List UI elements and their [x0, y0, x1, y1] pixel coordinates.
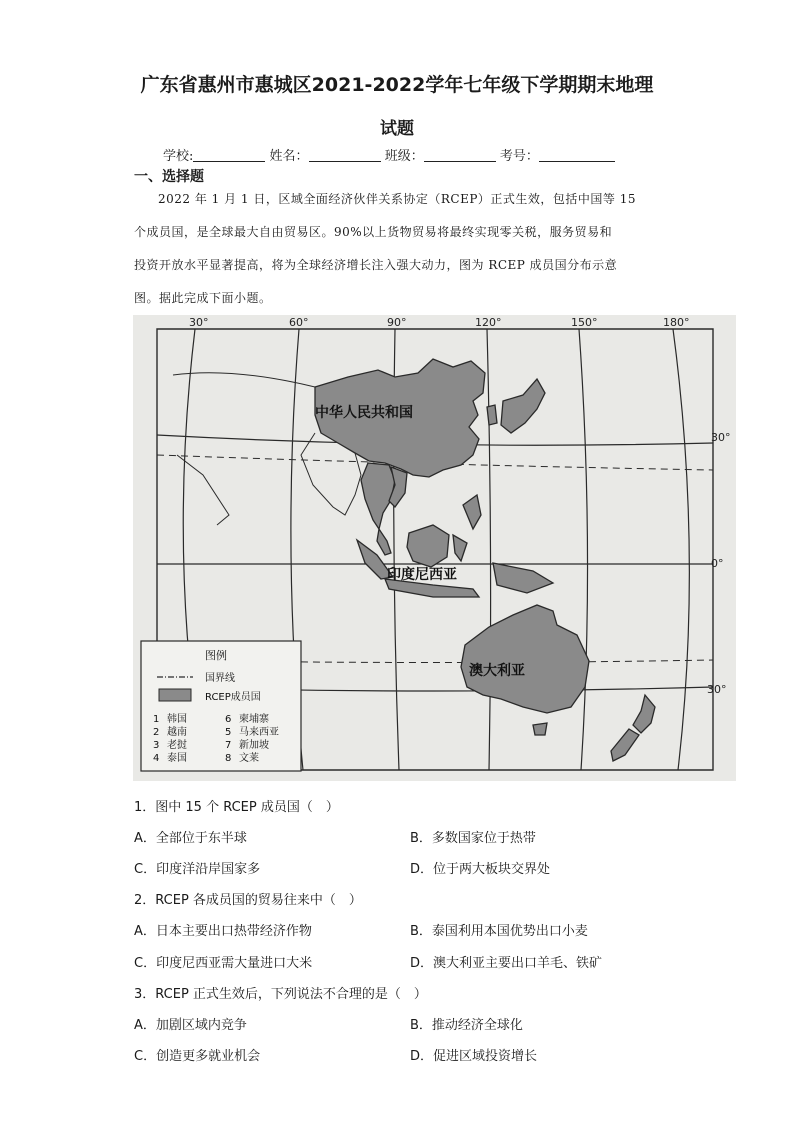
number-field[interactable]	[539, 148, 615, 162]
tasmania-shape	[533, 723, 547, 735]
question-1-stem: 1．图中 15 个 RCEP 成员国（ ）	[134, 800, 339, 815]
label-indonesia: 印度尼西亚	[387, 567, 457, 583]
map-legend	[141, 641, 301, 771]
question-3-option-c[interactable]: C．创造更多就业机会	[134, 1049, 261, 1064]
lon-label: 120°	[475, 316, 502, 329]
intro-paragraph	[134, 183, 664, 315]
legend-key-num: 6	[225, 714, 232, 725]
school-label: 学校:	[163, 149, 194, 164]
question-3-option-a[interactable]: A．加剧区域内竞争	[134, 1018, 247, 1033]
question-2-stem: 2．RCEP 各成员国的贸易往来中（ ）	[134, 893, 362, 908]
question-2-option-a[interactable]: A．日本主要出口热带经济作物	[134, 924, 312, 939]
legend-key-name: 越南	[167, 727, 187, 738]
student-info-row	[163, 145, 615, 164]
class-label: 班级：	[384, 149, 424, 164]
lat-label: 30°	[711, 431, 731, 444]
lon-label: 60°	[289, 316, 309, 329]
question-1-option-b[interactable]: B．多数国家位于热带	[410, 831, 536, 846]
name-label: 姓名：	[269, 149, 309, 164]
label-australia: 澳大利亚	[469, 663, 525, 679]
legend-key-num: 1	[153, 714, 160, 725]
korea-shape	[487, 405, 497, 425]
school-field[interactable]	[193, 148, 265, 162]
legend-key-name: 泰国	[167, 753, 187, 764]
legend-key-num: 3	[153, 740, 160, 751]
intro-line: 2022 年 1 月 1 日，区域全面经济伙伴关系协定（RCEP）正式生效，包括中国等 15	[158, 192, 637, 206]
question-3-option-b[interactable]: B．推动经济全球化	[410, 1018, 523, 1033]
legend-key-num: 2	[153, 727, 160, 738]
rcep-map	[133, 315, 736, 781]
legend-key-name: 老挝	[167, 740, 187, 751]
lon-label: 30°	[189, 316, 209, 329]
lat-label: 30°	[707, 683, 727, 696]
legend-member-swatch	[159, 689, 191, 701]
legend-key-num: 4	[153, 753, 160, 764]
class-field[interactable]	[424, 148, 496, 162]
legend-key-num: 8	[225, 753, 232, 764]
legend-member-label: RCEP成员国	[205, 692, 261, 703]
legend-key-num: 7	[225, 740, 232, 751]
section-title: 一、选择题	[134, 169, 204, 185]
lon-label: 150°	[571, 316, 598, 329]
question-3-stem: 3．RCEP 正式生效后，下列说法不合理的是（ ）	[134, 987, 427, 1002]
intro-line: 图。据此完成下面小题。	[134, 291, 272, 305]
legend-boundary-label: 国界线	[205, 673, 235, 684]
legend-key-name: 柬埔寨	[239, 714, 269, 725]
legend-key-name: 韩国	[167, 714, 187, 725]
question-3-option-d[interactable]: D．促进区域投资增长	[410, 1049, 538, 1064]
number-label: 考号：	[499, 149, 539, 164]
question-2-option-c[interactable]: C．印度尼西亚需大量进口大米	[134, 956, 313, 971]
legend-key-name: 新加坡	[239, 740, 269, 751]
intro-line: 个成员国，是全球最大自由贸易区。90%以上货物贸易将最终实现零关税，服务贸易和	[134, 225, 613, 239]
legend-key-name: 文莱	[239, 753, 259, 764]
question-1-option-a[interactable]: A．全部位于东半球	[134, 831, 247, 846]
legend-key-name: 马来西亚	[239, 727, 279, 738]
exam-title-line2: 试题	[380, 119, 414, 139]
lon-label: 180°	[663, 316, 690, 329]
legend-title: 图例	[205, 649, 227, 662]
question-1-option-c[interactable]: C．印度洋沿岸国家多	[134, 862, 261, 877]
legend-key-num: 5	[225, 727, 232, 738]
intro-line: 投资开放水平显著提高，将为全球经济增长注入强大动力，图为 RCEP 成员国分布示意	[134, 258, 618, 272]
exam-title-line1: 广东省惠州市惠城区2021-2022学年七年级下学期期末地理	[140, 74, 654, 96]
lat-label: 0°	[711, 557, 724, 570]
lon-label: 90°	[387, 316, 407, 329]
name-field[interactable]	[309, 148, 381, 162]
question-2-option-d[interactable]: D．澳大利亚主要出口羊毛、铁矿	[410, 956, 603, 971]
question-1-option-d[interactable]: D．位于两大板块交界处	[410, 862, 551, 877]
question-2-option-b[interactable]: B．泰国利用本国优势出口小麦	[410, 924, 588, 939]
label-china: 中华人民共和国	[315, 405, 413, 421]
